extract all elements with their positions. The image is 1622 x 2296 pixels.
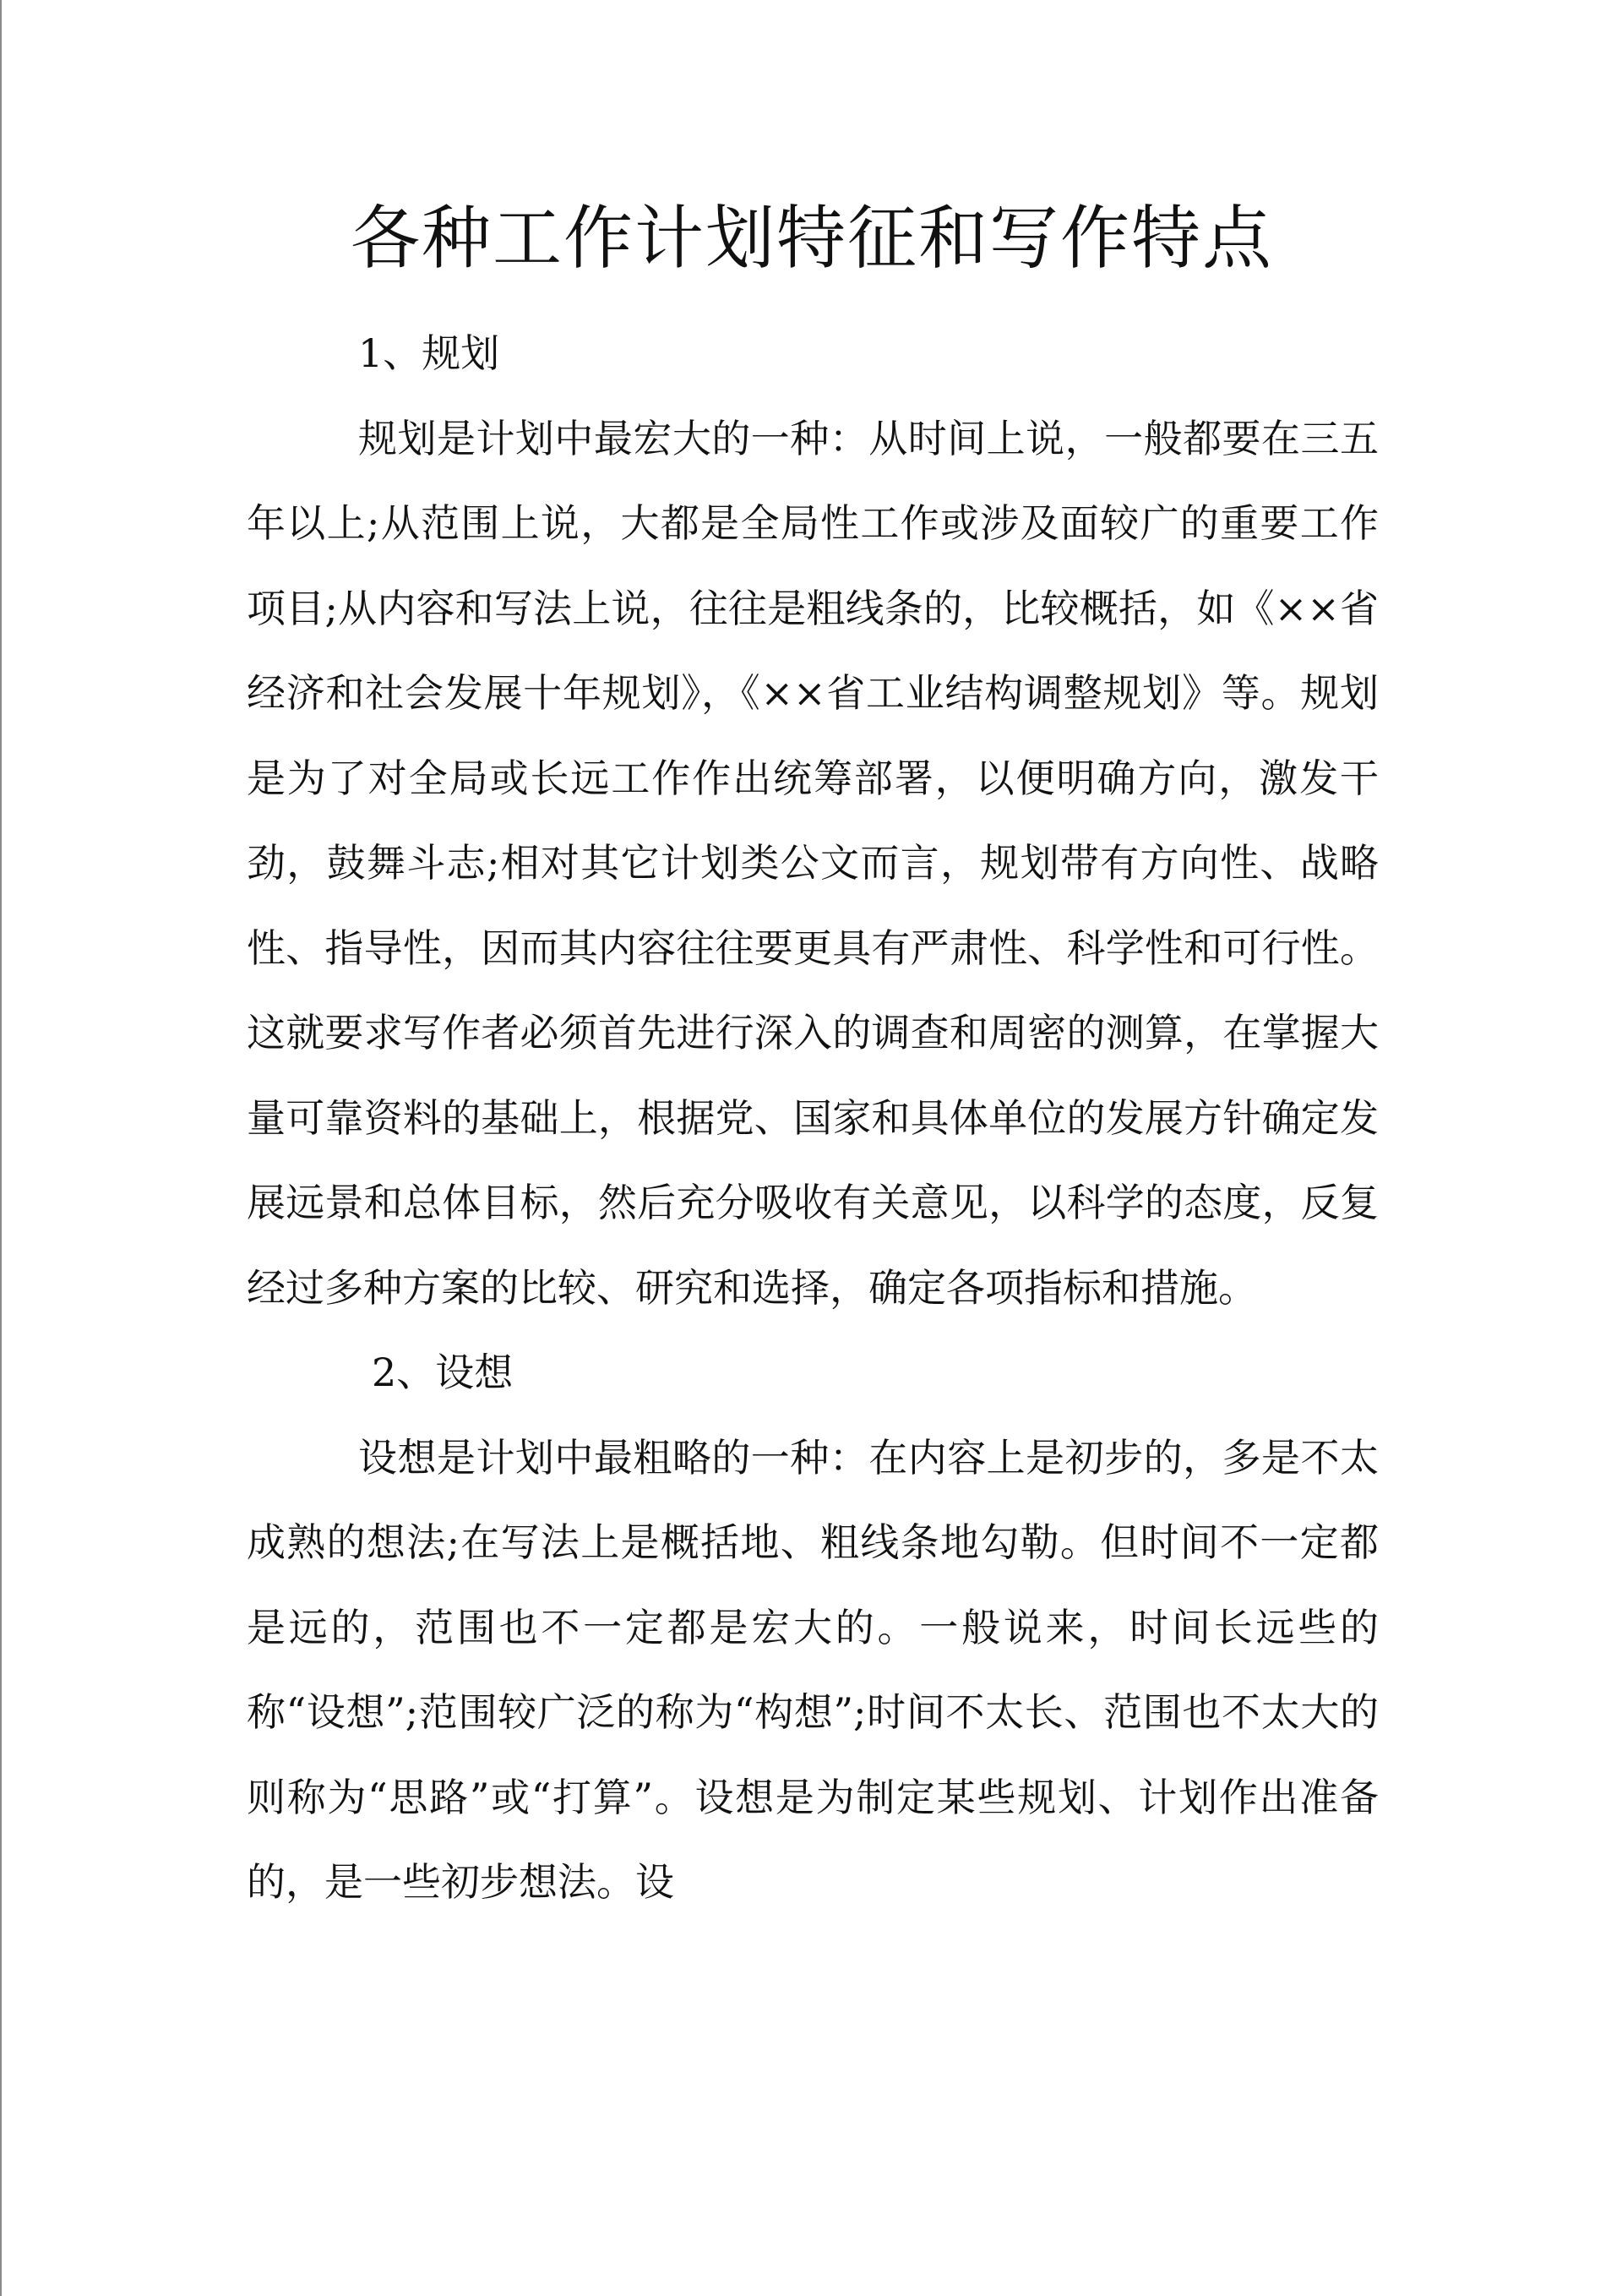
document-title: 各种工作计划特征和写作特点	[350, 199, 1273, 279]
section-paragraph-concept: 设想是计划中最粗略的一种：在内容上是初步的，多是不太成熟的想法;在写法上是概括地、粗线条地勾勒。但时间不一定都是远的，范围也不一定都是宏大的。一般说来，时间长远些的称“设想”;范围较广泛的称为“构想”;时间不太长、范围也不太大的则称为“思路”或“打算”。设想是为制定某些规划、计划作出准备的，是一些初步想法。设	[247, 1434, 1379, 1905]
section-heading-concept: 2、设想	[372, 1350, 514, 1395]
section-heading-planning: 1、规划	[358, 330, 500, 376]
section-paragraph-planning: 规划是计划中最宏大的一种：从时间上说，一般都要在三五年以上;从范围上说，大都是全局性工作或涉及面较广的重要工作项目;从内容和写法上说，往往是粗线条的，比较概括，如《××省经济和社会发展十年规划》，《××省工业结构调整规划》等。规划是为了对全局或长远工作作出统筹部署，以便明确方向，激发干劲，鼓舞斗志;相对其它计划类公文而言，规划带有方向性、战略性、指导性，因而其内容往往要更具有严肃性、科学性和可行性。这就要求写作者必须首先进行深入的调查和周密的测算，在掌握大量可靠资料的基础上，根据党、国家和具体单位的发展方针确定发展远景和总体目标，然后充分吸收有关意见，以科学的态度，反复经过多种方案的比较、研究和选择，确定各项指标和措施。	[247, 415, 1379, 1311]
document-body	[247, 311, 1379, 1925]
